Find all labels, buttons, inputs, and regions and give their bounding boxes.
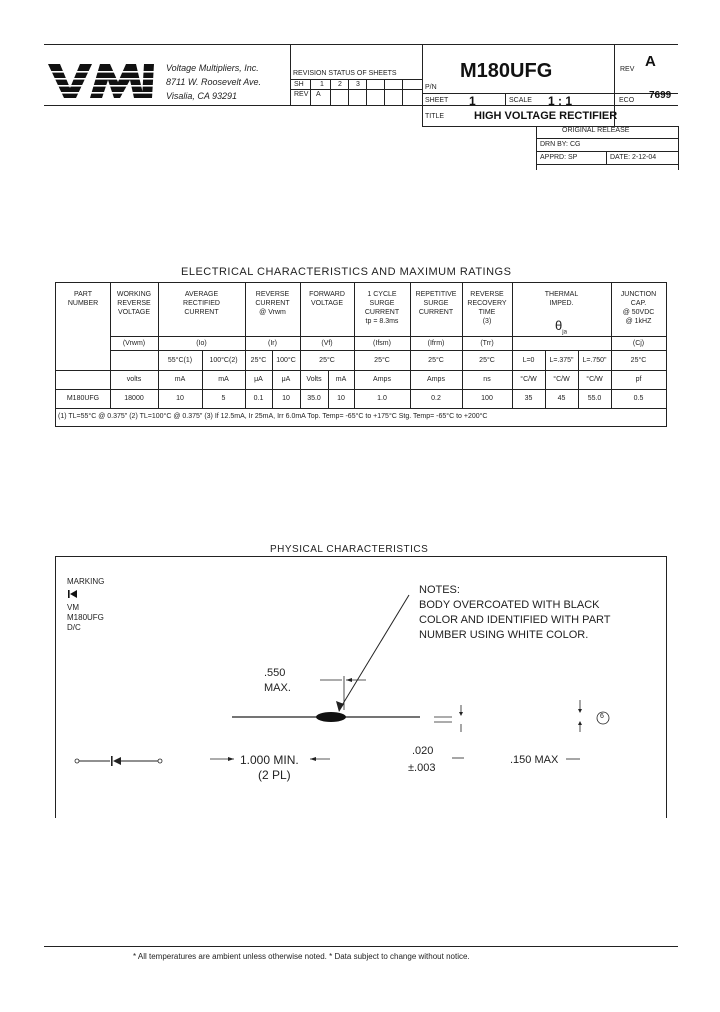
- sym-ifsm: (Ifsm): [373, 340, 391, 347]
- notes-line-3: NUMBER USING WHITE COLOR.: [419, 629, 589, 641]
- rev-label: REV: [294, 91, 309, 98]
- row-part: M180UFG: [66, 395, 100, 402]
- sheet-label: SHEET: [425, 97, 449, 104]
- dim-body-length: .550: [264, 667, 286, 679]
- row-vrwm: 18000: [124, 395, 144, 402]
- cond-th-375: L=.375": [549, 357, 574, 364]
- row-vf-ma: 10: [337, 395, 345, 402]
- row-ir-25: 0.1: [253, 395, 264, 402]
- theta-sub: ja: [562, 329, 567, 336]
- unit-th-375: °C/W: [553, 376, 570, 383]
- row-trr: 100: [481, 395, 493, 402]
- sym-cj: (Cj): [632, 340, 645, 347]
- row-vf: 35.0: [307, 395, 321, 402]
- cond-ir-100: 100°C: [276, 357, 296, 364]
- company-line-2: 8711 W. Roosevelt Ave.: [166, 77, 262, 87]
- revision-status-title: REVISION STATUS OF SHEETS: [293, 70, 397, 77]
- row-ifrm: 0.2: [431, 395, 441, 402]
- unit-trr: ns: [483, 376, 491, 383]
- unit-vf: Volts: [306, 376, 322, 383]
- cond-io-55: 55°C(1): [167, 357, 193, 364]
- theta-char: θ: [555, 318, 563, 333]
- header-recovery: REVERSE RECOVERY TIME (3): [467, 291, 507, 325]
- cond-cj-25: 25°C: [630, 357, 647, 364]
- unit-ir-25: μA: [254, 376, 263, 383]
- header-repetitive: REPETITIVE SURGE CURRENT: [415, 291, 457, 316]
- cond-io-100: 100°C(2): [209, 357, 238, 364]
- table-title: ELECTRICAL CHARACTERISTICS AND MAXIMUM RATINGS: [181, 266, 512, 278]
- header-junction: JUNCTION CAP. @ 50VDC @ 1kHZ: [620, 291, 657, 325]
- unit-th-0: °C/W: [520, 376, 537, 383]
- header-part-number: PART NUMBER: [67, 291, 99, 307]
- marking-label: MARKING: [67, 577, 105, 586]
- unit-io-55: mA: [174, 376, 186, 383]
- header-reverse-current: REVERSE CURRENT @ Vrwm: [255, 291, 290, 316]
- company-line-1: Voltage Multipliers, Inc.: [166, 63, 259, 73]
- unit-th-750: °C/W: [586, 376, 603, 383]
- cond-trr-25: 25°C: [479, 357, 495, 364]
- dim-body-length-max: MAX.: [264, 682, 291, 694]
- unit-io-100: mA: [218, 376, 229, 383]
- pn-label: P/N: [425, 84, 437, 91]
- title-label: TITLE: [425, 113, 445, 120]
- unit-vrwm: volts: [126, 376, 142, 383]
- circle-number: 6: [600, 713, 604, 720]
- physical-title: PHYSICAL CHARACTERISTICS: [270, 544, 429, 555]
- marking-vm: VM: [67, 603, 79, 612]
- header-working-voltage: WORKING REVERSE VOLTAGE: [116, 291, 152, 316]
- header-forward-voltage: FORWARD VOLTAGE: [309, 291, 345, 307]
- row-th-750: 55.0: [587, 395, 602, 402]
- eco-label: ECO: [619, 97, 635, 104]
- cond-th-750: L=.750": [582, 357, 607, 364]
- part-number: M180UFG: [460, 60, 553, 82]
- unit-vf-ma: mA: [335, 376, 347, 383]
- dim-lead-length: 1.000 MIN.: [240, 753, 299, 767]
- row-ir-100: 10: [282, 395, 290, 402]
- row-cj: 0.5: [633, 395, 644, 402]
- notes-title: NOTES:: [419, 584, 460, 596]
- row-th-0: 35: [524, 395, 533, 402]
- sheet-3: 3: [356, 81, 360, 88]
- unit-ifsm: Amps: [373, 376, 391, 383]
- cond-ifrm-25: 25°C: [428, 357, 444, 364]
- unit-ifrm: Amps: [427, 376, 445, 383]
- title-value: HIGH VOLTAGE RECTIFIER: [474, 110, 618, 122]
- cond-vf-25: 25°C: [319, 357, 335, 364]
- notes-line-2: COLOR AND IDENTIFIED WITH PART: [419, 614, 611, 626]
- drn-by: DRN BY: CG: [540, 141, 581, 148]
- row-io-100: 5: [221, 395, 226, 402]
- sh-label: SH: [294, 81, 304, 88]
- sheet-1: 1: [320, 81, 324, 88]
- sheet-value: 1: [469, 94, 476, 108]
- unit-cj: pf: [635, 376, 642, 383]
- cond-th-0: L=0: [522, 357, 535, 364]
- company-line-3: Visalia, CA 93291: [166, 91, 238, 101]
- marking-dc: D/C: [67, 623, 81, 632]
- rev-corner-label: REV: [620, 66, 635, 73]
- eco-value: 7699: [649, 90, 672, 101]
- table-footnote: (1) TL=55°C @ 0.375" (2) TL=100°C @ 0.375" (3) If 12.5mA, Ir 25mA, Irr 6.0mA Top. Temp= -65°C to +175°C Stg. Temp= -65°C to +200°C: [58, 413, 488, 420]
- apprd: APPRD: SP: [540, 154, 578, 161]
- marking-part: M180UFG: [67, 613, 104, 622]
- sym-ir: (Ir): [268, 340, 277, 347]
- dim-lead-diameter: .020: [412, 745, 434, 757]
- row-ifsm: 1.0: [377, 395, 387, 402]
- release-date: DATE: 2-12-04: [610, 154, 657, 161]
- sym-io: (Io): [196, 340, 207, 347]
- header-thermal: THERMAL IMPED.: [544, 291, 579, 307]
- unit-ir-100: μA: [281, 376, 291, 383]
- header-one-cycle: 1 CYCLE SURGE CURRENT tp = 8.3ms: [364, 291, 400, 325]
- sym-vf: (Vf): [321, 340, 333, 347]
- rev-value: A: [316, 91, 321, 98]
- footer-note: * All temperatures are ambient unless otherwise noted. * Data subject to change without notice.: [133, 952, 470, 961]
- cond-ir-25: 25°C: [250, 357, 267, 364]
- original-release: ORIGINAL RELEASE: [562, 127, 630, 134]
- sheet-2: 2: [338, 81, 342, 88]
- header-avg-current: AVERAGE RECTIFIED CURRENT: [183, 291, 220, 316]
- sym-trr: (Trr): [480, 340, 494, 347]
- sym-ifrm: (Ifrm): [427, 340, 445, 347]
- scale-value: 1 : 1: [548, 94, 573, 108]
- notes-line-1: BODY OVERCOATED WITH BLACK: [419, 599, 600, 611]
- rev-corner-value: A: [645, 53, 656, 70]
- sym-vrwm: (Vrwm): [122, 340, 146, 347]
- cond-ifsm-25: 25°C: [374, 357, 390, 364]
- row-th-375: 45: [557, 395, 566, 402]
- dim-lead-diameter-tol: ±.003: [408, 762, 436, 774]
- dim-lead-length-pl: (2 PL): [258, 768, 291, 782]
- dim-body-diameter: .150 MAX: [510, 754, 559, 766]
- scale-label: SCALE: [509, 97, 532, 104]
- row-io-55: 10: [176, 395, 184, 402]
